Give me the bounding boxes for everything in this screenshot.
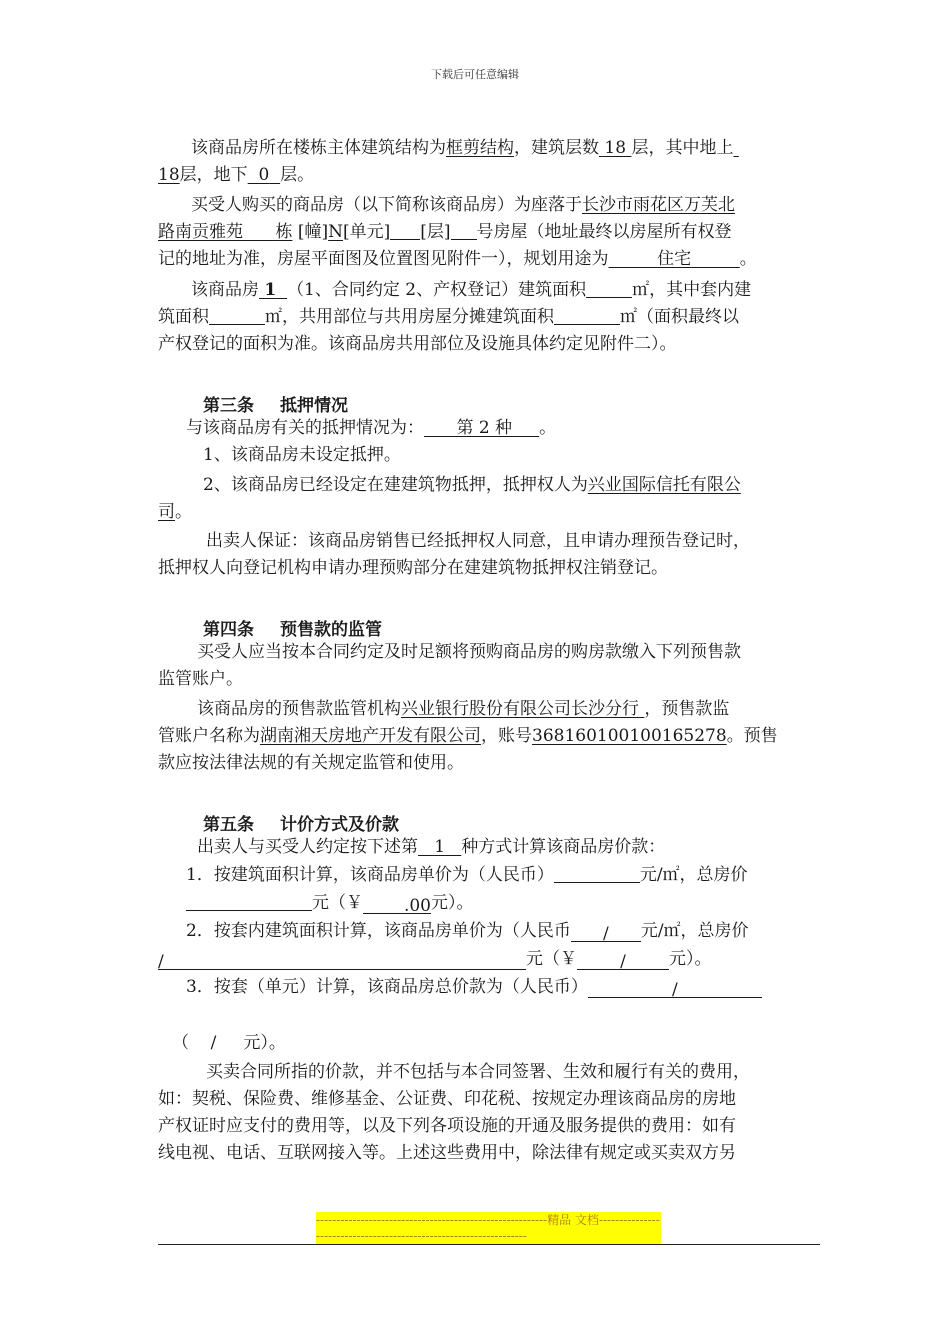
mortgagee: 兴业国际信托有限公 [587, 475, 741, 495]
art3-line4: 司。 [158, 502, 192, 522]
art4-line4: 管账户名称为湖南湘天房地产开发有限公司，账号368160100100165278。预售 [158, 726, 778, 746]
article4-heading: 第四条 预售款的监管 [203, 620, 382, 640]
para3-line2: 筑面积 ㎡，共用部位与共用房屋分摊建筑面积 ㎡（面积最终以 [158, 307, 739, 327]
mortgage-kind: 第 2 种 [456, 418, 513, 438]
para2-line1: 买受人购买的商品房（以下简称该商品房）为座落于长沙市雨花区万芙北 [191, 195, 735, 215]
escrow-bank: 兴业银行股份有限公司长沙分行 [401, 699, 639, 719]
para1-line2: 18层，地下 0 层。 [158, 165, 315, 185]
para3-line3: 产权登记的面积为准。该商品房共用部位及设施具体约定见附件二）。 [158, 334, 677, 354]
structure-type: 框剪结构 [446, 138, 514, 158]
method1-line2: 元（￥ .00元）。 [186, 893, 474, 914]
art4-line5: 款应按法律法规的有关规定监管和使用。 [158, 753, 464, 773]
page-header: 下载后可任意编辑 [431, 68, 519, 81]
para2-line2: 路南贡雅苑 栋 [幢]N[单元] [层] 号房屋（地址最终以房屋所有权登 [158, 222, 732, 242]
account-name: 湖南湘天房地产开发有限公司 [260, 726, 481, 746]
account-number: 368160100100165278 [532, 726, 727, 746]
floors-below: 0 [258, 165, 270, 185]
method1-line1: 1．按建筑面积计算，该商品房单价为（人民币） 元/㎡，总房价 [186, 865, 748, 885]
method2-line2: / 元（￥ / 元）。 [158, 949, 712, 972]
art4-line3: 该商品房的预售款监管机构兴业银行股份有限公司长沙分行 ，预售款监 [197, 699, 730, 719]
address-part2: 路南贡雅苑 [158, 222, 243, 242]
method3-line1: 3．按套（单元）计算，该商品房总价款为（人民币） / [186, 977, 762, 998]
art4-line2: 监管账户。 [158, 669, 243, 689]
art3-line2: 1、该商品房未设定抵押。 [203, 445, 401, 465]
pricing-method: 1 [434, 837, 446, 857]
method3-line2: （ / 元）。 [172, 1033, 286, 1053]
area-basis-choice: 1 [264, 280, 277, 300]
art3-line1: 与该商品房有关的抵押情况为： 第 2 种 。 [186, 418, 557, 438]
art5-line1: 出卖人与买受人约定按下述第 1 种方式计算该商品房价款： [197, 837, 666, 857]
article3-heading: 第三条 抵押情况 [203, 396, 348, 416]
price-note-line3: 产权证时应支付的费用等，以及下列各项设施的开通及服务提供的费用：如有 [158, 1116, 736, 1136]
footer-divider [158, 1244, 820, 1245]
price-note-line2: 如：契税、保险费、维修基金、公证费、印花税、按规定办理该商品房的房地 [158, 1089, 736, 1109]
para2-line3: 记的地址为准，房屋平面图及位置图见附件一），规划用途为 住宅 。 [158, 249, 757, 269]
planned-usage: 住宅 [657, 249, 692, 269]
para3-line1: 该商品房 1 （1、合同约定 2、产权登记）建筑面积 ㎡，其中套内建 [191, 280, 752, 300]
price-note-line4: 线电视、电话、互联网接入等。上述这些费用中，除法律有规定或买卖双方另 [158, 1143, 736, 1163]
para1-line1: 该商品房所在楼栋主体建筑结构为框剪结构，建筑层数 18 层，其中地上 [191, 138, 734, 158]
floors-above: 18 [158, 165, 180, 185]
address-part1: 长沙市雨花区万芙北 [582, 195, 735, 215]
price-note-line1: 买卖合同所指的价款，并不包括与本合同签署、生效和履行有关的费用， [206, 1062, 750, 1082]
art3-line6: 抵押权人向登记机构申请办理预购部分在建建筑物抵押权注销登记。 [158, 558, 668, 578]
method2-line1: 2．按套内建筑面积计算，该商品房单价为（人民币 / 元/㎡，总房价 [186, 921, 749, 944]
footer-watermark: ---------------------------------------------------------精品 文档------------------------------------------------------------------- [316, 1213, 660, 1243]
art3-line3: 2、该商品房已经设定在建建筑物抵押，抵押权人为兴业国际信托有限公 [203, 475, 741, 495]
art4-line1: 买受人应当按本合同约定及时足额将预购商品房的购房款缴入下列预售款 [197, 642, 741, 662]
article5-heading: 第五条 计价方式及价款 [203, 815, 399, 835]
floor-count: 18 [604, 138, 627, 158]
art3-line5: 出卖人保证：该商品房销售已经抵押权人同意，且申请办理预告登记时， [206, 531, 750, 551]
